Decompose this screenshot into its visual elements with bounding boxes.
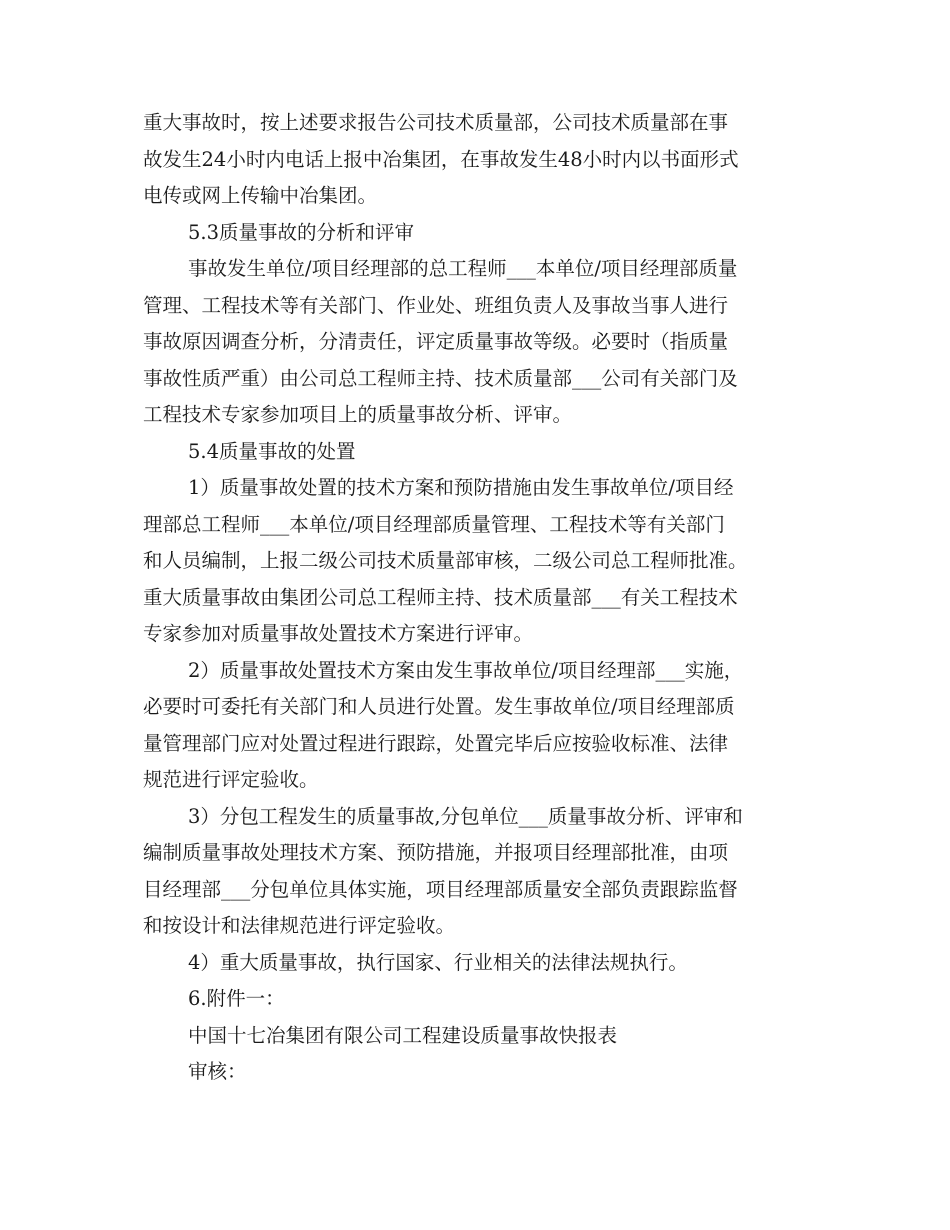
text-line: 目经理部___分包单位具体实施，项目经理部质量安全部负责跟踪监督 [143,877,738,901]
section-heading-6: 6.附件一： [188,987,285,1010]
document-body [143,105,808,1091]
text-line: 工程技术专家参加项目上的质量事故分析、评审。 [143,403,573,426]
review-label: 审核： [188,1060,247,1083]
text-line: 4）重大质量事故，执行国家、行业相关的法律法规执行。 [188,950,688,974]
text-line: 重大质量事故由集团公司总工程师主持、技术质量部___有关工程技术 [143,585,738,609]
text-line: 3）分包工程发生的质量事故,分包单位___质量事故分析、评审和 [188,804,743,828]
attachment-title: 中国十七冶集团有限公司工程建设质量事故快报表 [188,1023,618,1047]
section-heading-5-3: 5.3质量事故的分析和评审 [188,220,415,244]
text-line: 事故发生单位/项目经理部的总工程师___本单位/项目经理部质量 [188,257,738,280]
text-line: 编制质量事故处理技术方案、预防措施，并报项目经理部批准，由项 [143,841,729,864]
text-line: 和人员编制，上报二级公司技术质量部审核，二级公司总工程师批准。 [143,549,748,572]
text-line: 故发生24小时内电话上报中冶集团，在事故发生48小时内以书面形式 [143,147,739,171]
text-line: 事故原因调查分析，分清责任，评定质量事故等级。必要时（指质量 [143,330,729,353]
text-line: 1）质量事故处置的技术方案和预防措施由发生事故单位/项目经 [188,476,734,499]
section-heading-5-4: 5.4质量事故的处置 [188,439,356,463]
text-line: 量管理部门应对处置过程进行跟踪，处置完毕后应按验收标准、法律 [143,731,729,755]
text-line: 管理、工程技术等有关部门、作业处、班组负责人及事故当事人进行 [143,293,729,317]
text-line: 必要时可委托有关部门和人员进行处置。发生事故单位/项目经理部质 [143,695,735,718]
text-line: 专家参加对质量事故处置技术方案进行评审。 [143,622,534,645]
text-line: 电传或网上传输中冶集团。 [143,184,378,207]
text-line: 事故性质严重）由公司总工程师主持、技术质量部___公司有关部门及 [143,366,738,390]
text-line: 重大事故时，按上述要求报告公司技术质量部，公司技术质量部在事 [143,111,729,134]
text-line: 和按设计和法律规范进行评定验收。 [143,914,456,937]
text-line: 2）质量事故处置技术方案由发生事故单位/项目经理部___实施， [188,658,744,682]
text-line: 理部总工程师___本单位/项目经理部质量管理、工程技术等有关部门 [143,512,725,536]
text-line: 规范进行评定验收。 [143,768,319,791]
